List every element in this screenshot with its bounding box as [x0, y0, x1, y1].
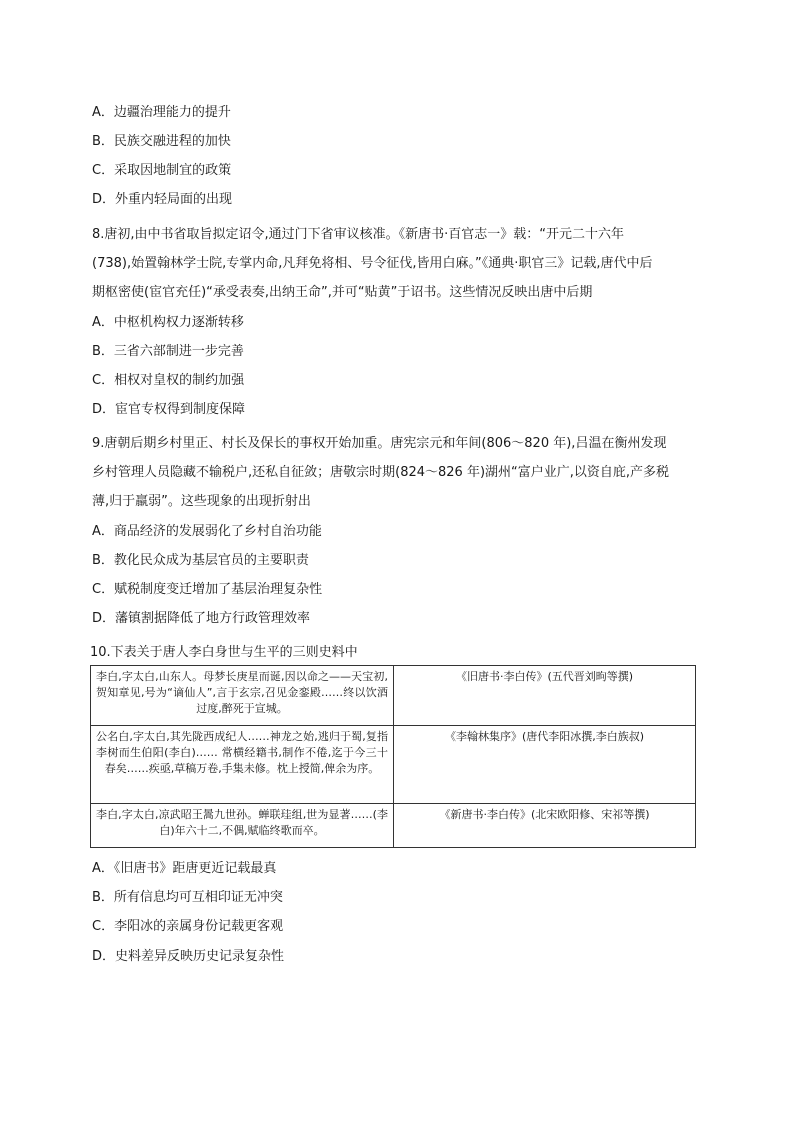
q7-option-d: D．外重内轻局面的出现 — [92, 192, 233, 207]
q10-option-b: B．所有信息均可互相印证无冲突 — [92, 890, 283, 905]
table-cell-source: 《新唐书·李白传》(北宋欧阳修、宋祁等撰) — [394, 804, 696, 848]
q8-option-b: B．三省六部制进一步完善 — [92, 344, 244, 359]
q8-option-d: D．宦官专权得到制度保障 — [92, 402, 246, 417]
q8-stem-line-1: 8.唐初,由中书省取旨拟定诏令,通过门下省审议核准。《新唐书·百官志一》载：“开元二十六年 — [92, 227, 625, 242]
source-table — [90, 665, 696, 848]
table-cell-material: 公名白,字太白,其先陇西成纪人……神龙之始,逃归于蜀,复指李树而生伯阳(李白)…… 常横经籍书,制作不倦,迄于今三十春矣……疾亟,草稿万卷,手集未修。枕上授简,俾余为序。 — [91, 726, 394, 804]
q10-option-d: D．史料差异反映历史记录复杂性 — [92, 949, 285, 964]
q9-option-d: D．藩镇割据降低了地方行政管理效率 — [92, 611, 311, 626]
q9-stem-line-2: 乡村管理人员隐藏不输税户,还私自征敛；唐敬宗时期(824～826 年)湖州“富户业广,以资自庇,产多税 — [92, 465, 670, 480]
q9-option-a: A．商品经济的发展弱化了乡村自治功能 — [92, 524, 322, 539]
q7-option-a: A．边疆治理能力的提升 — [92, 105, 231, 120]
table-row — [91, 726, 696, 804]
q7-option-b: B．民族交融进程的加快 — [92, 134, 231, 149]
table-row — [91, 804, 696, 848]
q7-option-c: C．采取因地制宜的政策 — [92, 163, 232, 178]
q9-option-c: C．赋税制度变迁增加了基层治理复杂性 — [92, 582, 323, 597]
table-cell-material: 李白,字太白,山东人。母梦长庚星而诞,因以命之——天宝初,贺知章见,号为“谪仙人”,言于玄宗,召见金銮殿……终以饮酒过度,醉死于宣城。 — [91, 666, 394, 726]
q8-option-a: A．中枢机构权力逐渐转移 — [92, 315, 244, 330]
q8-stem-line-2: (738),始置翰林学士院,专掌内命,凡拜免将相、号令征伐,皆用白麻。”《通典·职官三》记载,唐代中后 — [92, 256, 653, 271]
q9-stem-line-1: 9.唐朝后期乡村里正、村长及保长的事权开始加重。唐宪宗元和年间(806～820 年),吕温在衡州发现 — [92, 436, 667, 451]
q9-option-b: B．教化民众成为基层官员的主要职责 — [92, 553, 309, 568]
q9-stem-line-3: 薄,归于羸弱”。这些现象的出现折射出 — [92, 494, 311, 509]
table-cell-material: 李白,字太白,凉武昭王暠九世孙。蝉联珪组,世为显著……(李白)年六十二,不偶,赋临终歌而卒。 — [91, 804, 394, 848]
table-cell-source: 《李翰林集序》(唐代李阳冰撰,李白族叔) — [394, 726, 696, 804]
q8-stem-line-3: 期枢密使(宦官充任)“承受表奏,出纳王命”,并可“贴黄”于诏书。这些情况反映出唐中后期 — [92, 285, 593, 300]
q8-option-c: C．相权对皇权的制约加强 — [92, 373, 245, 388]
q10-option-a: A．《旧唐书》距唐更近记载最真 — [92, 861, 277, 876]
q10-stem: 10.下表关于唐人李白身世与生平的三则史料中 — [90, 645, 358, 660]
table-cell-source: 《旧唐书·李白传》(五代晋刘昫等撰) — [394, 666, 696, 726]
table-row — [91, 666, 696, 726]
q10-option-c: C．李阳冰的亲属身份记载更客观 — [92, 919, 284, 934]
